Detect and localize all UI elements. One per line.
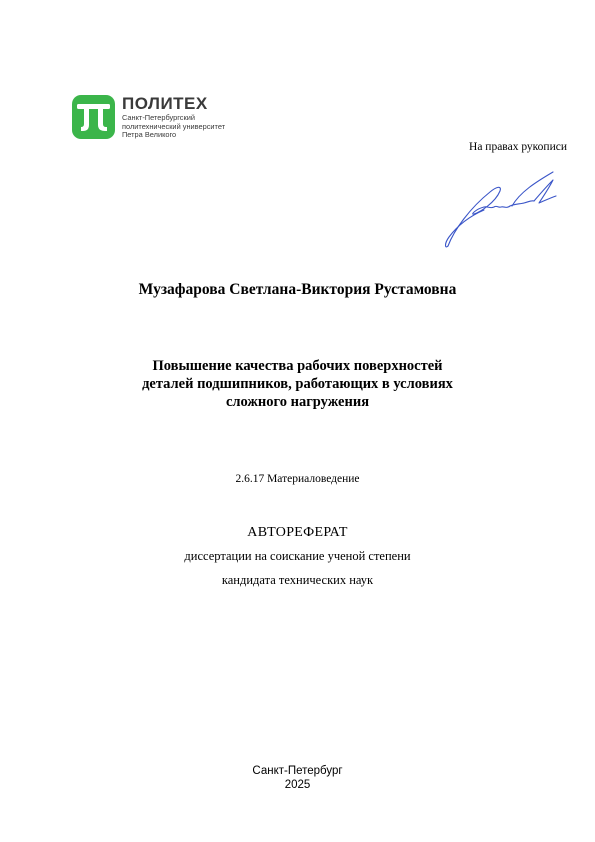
degree-line: кандидата технических наук [221, 573, 374, 587]
year: 2025 [284, 779, 311, 791]
university-logo-subtitle-line: Санкт-Петербургский [122, 113, 195, 122]
politech-pi-logo-icon [72, 95, 115, 139]
author-name: Музафарова Светлана-Виктория Рустамовна [138, 281, 457, 298]
dissertation-title-line: сложного нагружения [225, 394, 370, 410]
university-logo-subtitle-line: Петра Великого [122, 130, 177, 140]
degree-line: диссертации на соискание ученой степени [184, 549, 411, 563]
university-logo-subtitle [122, 114, 225, 140]
dissertation-title-line: Повышение качества рабочих поверхностей [152, 358, 443, 374]
dissertation-title-line: деталей подшипников, работающих в условиях [142, 376, 453, 392]
university-logo-name: ПОЛИТЕХ [122, 94, 208, 113]
document-type: АВТОРЕФЕРАТ [247, 525, 348, 540]
dissertation-title [0, 357, 595, 411]
university-logo [72, 95, 272, 141]
rights-note: На правах рукописи [469, 141, 567, 153]
handwritten-signature [440, 170, 565, 250]
university-logo-subtitle-line: политехнический университет [122, 121, 226, 131]
city: Санкт-Петербург [252, 765, 343, 777]
specialty-code: 2.6.17 Материаловедение [235, 473, 360, 485]
